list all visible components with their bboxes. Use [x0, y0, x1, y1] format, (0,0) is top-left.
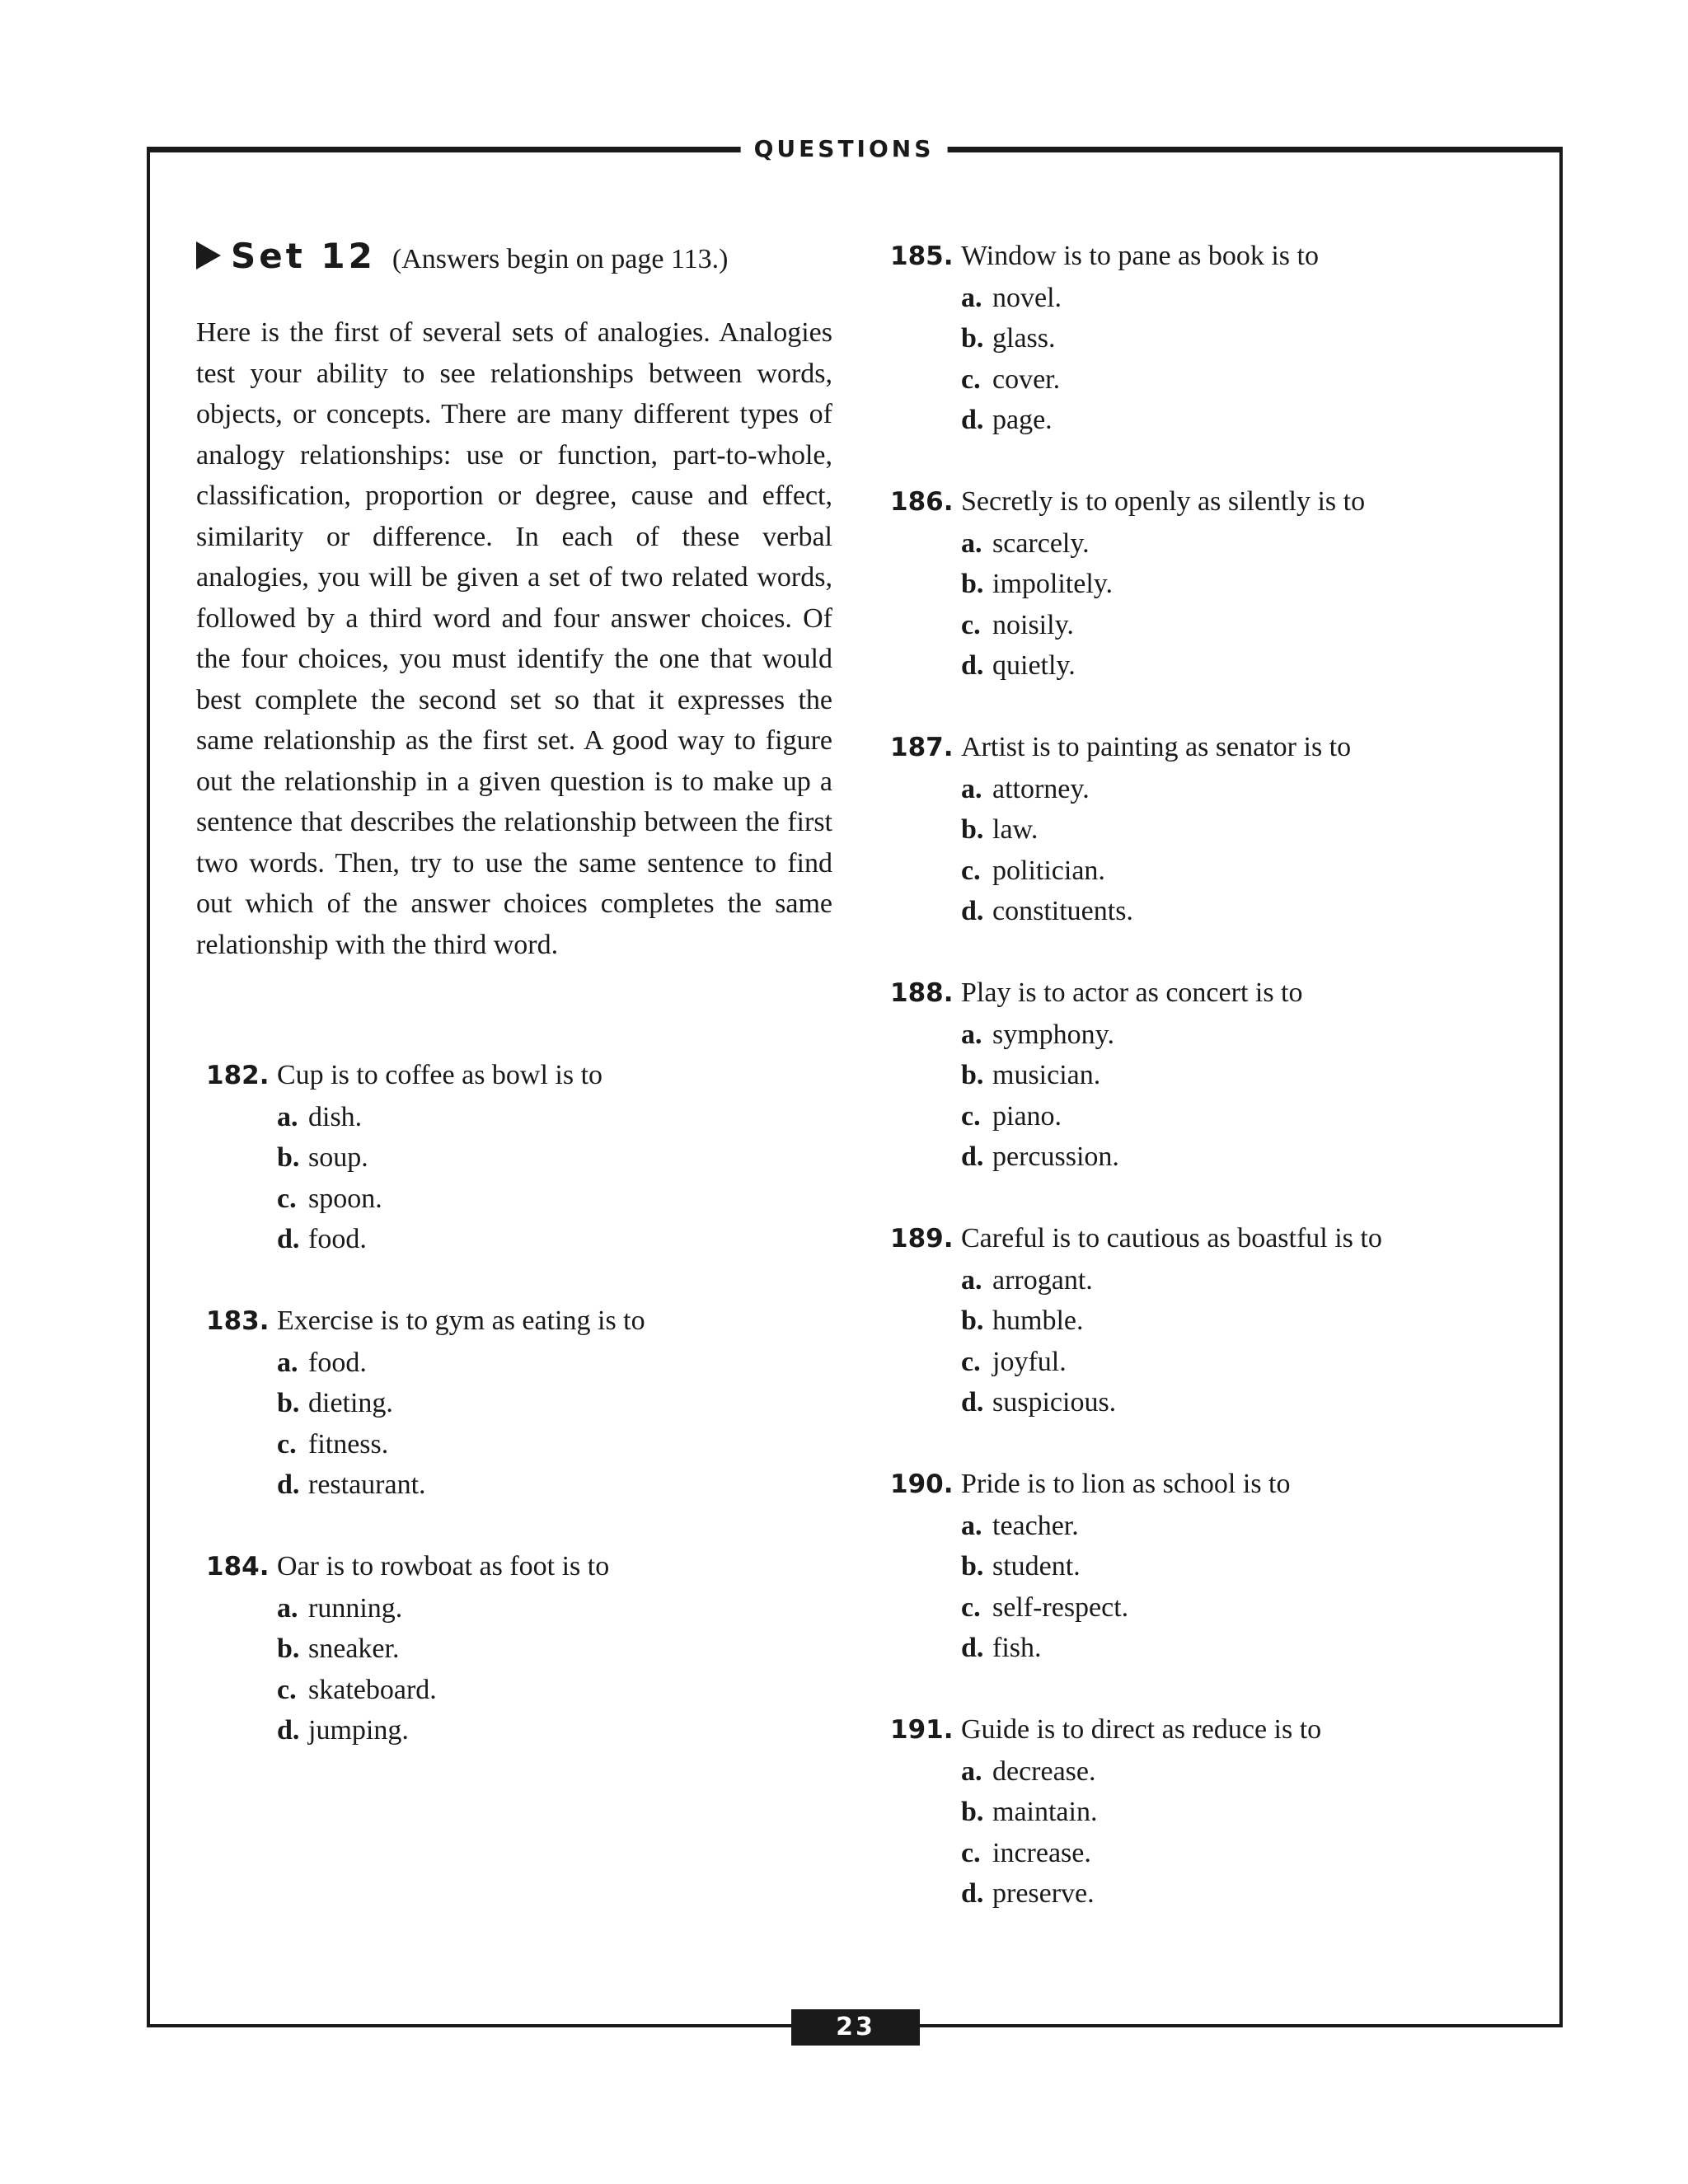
- choice-text: sneaker.: [308, 1633, 400, 1664]
- answer-choice: [890, 1506, 1533, 1547]
- question-stem: Play is to actor as concert is to: [961, 977, 1303, 1008]
- answer-choice: [890, 1137, 1533, 1178]
- question-stem: Careful is to cautious as boastful is to: [961, 1223, 1382, 1254]
- choice-letter: c.: [277, 1183, 297, 1214]
- question-number: 183.: [206, 1306, 270, 1336]
- answer-choice: [890, 769, 1533, 810]
- answer-choice: [890, 605, 1533, 646]
- choice-text: symphony.: [992, 1019, 1114, 1050]
- choice-text: soup.: [308, 1142, 368, 1173]
- choice-text: cover.: [992, 363, 1061, 395]
- answer-choice: [206, 1219, 832, 1260]
- choice-letter: d.: [961, 650, 984, 681]
- choice-letter: c.: [961, 855, 981, 886]
- choice-text: food.: [308, 1347, 367, 1378]
- choice-letter: c.: [961, 363, 981, 395]
- choice-text: percussion.: [992, 1141, 1119, 1172]
- answer-choice: [890, 278, 1533, 319]
- choice-text: suspicious.: [992, 1387, 1117, 1418]
- question-number: 184.: [206, 1552, 270, 1582]
- answer-choice: [890, 1301, 1533, 1342]
- answer-choice: [890, 645, 1533, 687]
- answer-choice: [890, 1873, 1533, 1915]
- answer-choice: [206, 1588, 832, 1629]
- answer-choice: [890, 359, 1533, 401]
- answer-choice: [890, 1751, 1533, 1793]
- section-header: QUESTIONS: [741, 134, 948, 164]
- choice-letter: a.: [277, 1592, 298, 1624]
- answer-choice: [890, 318, 1533, 359]
- choice-letter: b.: [277, 1633, 300, 1664]
- choice-letter: d.: [961, 1633, 984, 1663]
- choice-letter: c.: [961, 1591, 981, 1623]
- choice-text: jumping.: [308, 1715, 409, 1746]
- choice-letter: c.: [961, 1100, 981, 1132]
- answer-choice: [890, 564, 1533, 605]
- question-number: 191.: [890, 1715, 954, 1745]
- choice-text: arrogant.: [992, 1264, 1093, 1296]
- answer-choice: [890, 1096, 1533, 1137]
- answer-choice: [206, 1710, 832, 1751]
- choice-letter: c.: [961, 609, 981, 640]
- page-number: 23: [791, 2009, 920, 2046]
- set-title: Set 12: [231, 236, 376, 276]
- choice-text: joyful.: [992, 1346, 1067, 1377]
- choice-text: restaurant.: [308, 1469, 426, 1500]
- choice-letter: b.: [961, 1551, 984, 1582]
- choice-text: novel.: [992, 282, 1062, 313]
- choice-letter: b.: [961, 1305, 984, 1336]
- question: [890, 727, 1533, 932]
- question-number: 185.: [890, 241, 954, 271]
- question-stem: Window is to pane as book is to: [961, 241, 1319, 271]
- left-question-list: [206, 1055, 832, 1751]
- choice-text: preserve.: [992, 1878, 1095, 1909]
- answer-choice: [890, 1792, 1533, 1833]
- answer-choice: [890, 1587, 1533, 1629]
- answer-choice: [206, 1424, 832, 1465]
- choice-text: maintain.: [992, 1797, 1098, 1827]
- choice-letter: d.: [961, 896, 984, 926]
- choice-letter: a.: [961, 1019, 982, 1050]
- choice-text: law.: [992, 814, 1039, 845]
- answer-choice: [890, 1260, 1533, 1301]
- question: [206, 1546, 832, 1751]
- choice-letter: b.: [961, 323, 984, 354]
- triangle-arrow-icon: [196, 241, 221, 269]
- answer-choice: [206, 1343, 832, 1384]
- answer-choice: [206, 1097, 832, 1138]
- question-stem: Cup is to coffee as bowl is to: [277, 1060, 603, 1090]
- question: [206, 1055, 832, 1260]
- choice-text: fitness.: [308, 1428, 389, 1460]
- choice-letter: a.: [277, 1101, 298, 1132]
- answer-choice: [890, 400, 1533, 441]
- choice-letter: a.: [961, 527, 982, 559]
- question-stem: Pride is to lion as school is to: [961, 1469, 1291, 1499]
- choice-letter: a.: [961, 1510, 982, 1541]
- choice-text: decrease.: [992, 1755, 1096, 1787]
- answer-choice: [890, 809, 1533, 851]
- question: [890, 236, 1533, 441]
- answer-choice: [890, 1055, 1533, 1096]
- choice-letter: a.: [961, 1755, 982, 1787]
- intro-paragraph: Here is the first of several sets of analogies. Analogies test your ability to see relationships between words, objects, or concepts. There are many different types of analogy relationships: use or function, part-to-whole, classification, proportion or degree, cause and effect, similarity or difference. In each of these verbal analogies, you will be given a set of two related words, followed by a third word and four answer choices. Of the four choices, you must identify the one that would best complete the second set so that it expresses the same relationship as the first set. A good way to figure out the relationship in a given question is to make up a sentence that describes the relationship between the first two words. Then, try to use the same sentence to find out which of the answer choices completes the same relationship with the third word.: [196, 317, 832, 960]
- choice-text: musician.: [992, 1060, 1101, 1090]
- answer-choice: [206, 1383, 832, 1424]
- choice-letter: d.: [961, 1387, 984, 1418]
- answer-choice: [890, 523, 1533, 565]
- question: [890, 1218, 1533, 1423]
- choice-text: dish.: [308, 1101, 363, 1132]
- question: [890, 481, 1533, 687]
- answer-choice: [206, 1137, 832, 1179]
- question-stem: Artist is to painting as senator is to: [961, 732, 1352, 762]
- answer-choice: [890, 1342, 1533, 1383]
- choice-letter: d.: [277, 1224, 300, 1254]
- choice-text: impolitely.: [992, 569, 1114, 599]
- choice-text: food.: [308, 1224, 367, 1254]
- choice-letter: b.: [277, 1142, 300, 1173]
- choice-text: dieting.: [308, 1388, 393, 1418]
- choice-text: scarcely.: [992, 527, 1090, 559]
- answer-choice: [890, 1833, 1533, 1874]
- choice-text: noisily.: [992, 609, 1074, 640]
- set-answers-note: (Answers begin on page 113.): [392, 244, 729, 274]
- question-number: 190.: [890, 1469, 954, 1499]
- left-column: [196, 236, 832, 965]
- choice-letter: c.: [277, 1428, 297, 1460]
- question: [890, 972, 1533, 1178]
- choice-text: running.: [308, 1592, 403, 1624]
- choice-text: attorney.: [992, 773, 1090, 804]
- choice-letter: a.: [961, 282, 982, 313]
- answer-choice: [206, 1670, 832, 1711]
- choice-text: teacher.: [992, 1510, 1079, 1541]
- choice-text: humble.: [992, 1305, 1084, 1336]
- choice-text: increase.: [992, 1837, 1091, 1868]
- choice-letter: a.: [277, 1347, 298, 1378]
- choice-text: piano.: [992, 1100, 1062, 1132]
- choice-text: self-respect.: [992, 1591, 1129, 1623]
- choice-letter: b.: [961, 1797, 984, 1827]
- choice-letter: c.: [277, 1674, 297, 1705]
- answer-choice: [206, 1465, 832, 1506]
- question-number: 188.: [890, 978, 954, 1008]
- set-heading: [196, 236, 832, 276]
- question-stem: Guide is to direct as reduce is to: [961, 1714, 1322, 1745]
- choice-letter: b.: [277, 1388, 300, 1418]
- choice-letter: d.: [961, 1141, 984, 1172]
- choice-letter: a.: [961, 1264, 982, 1296]
- question-stem: Oar is to rowboat as foot is to: [277, 1551, 610, 1582]
- answer-choice: [890, 1546, 1533, 1587]
- answer-choice: [206, 1629, 832, 1670]
- choice-text: fish.: [992, 1633, 1042, 1663]
- choice-letter: a.: [961, 773, 982, 804]
- choice-text: constituents.: [992, 896, 1133, 926]
- question: [890, 1464, 1533, 1669]
- choice-letter: b.: [961, 1060, 984, 1090]
- choice-letter: b.: [961, 814, 984, 845]
- answer-choice: [206, 1179, 832, 1220]
- choice-text: spoon.: [308, 1183, 382, 1214]
- choice-letter: c.: [961, 1837, 981, 1868]
- choice-text: student.: [992, 1551, 1081, 1582]
- question-number: 189.: [890, 1224, 954, 1254]
- answer-choice: [890, 1382, 1533, 1423]
- choice-text: skateboard.: [308, 1674, 437, 1705]
- answer-choice: [890, 851, 1533, 892]
- answer-choice: [890, 1015, 1533, 1056]
- choice-text: page.: [992, 405, 1053, 435]
- choice-letter: d.: [961, 405, 984, 435]
- choice-text: quietly.: [992, 650, 1076, 681]
- answer-choice: [890, 1628, 1533, 1669]
- question: [206, 1301, 832, 1506]
- right-question-list: [890, 236, 1533, 1915]
- question-number: 182.: [206, 1061, 270, 1090]
- question-number: 186.: [890, 487, 954, 517]
- answer-choice: [890, 891, 1533, 932]
- choice-letter: d.: [277, 1715, 300, 1746]
- choice-text: politician.: [992, 855, 1105, 886]
- choice-letter: d.: [961, 1878, 984, 1909]
- question-stem: Secretly is to openly as silently is to: [961, 486, 1366, 517]
- choice-letter: b.: [961, 569, 984, 599]
- question-stem: Exercise is to gym as eating is to: [277, 1305, 645, 1336]
- choice-text: glass.: [992, 323, 1056, 354]
- question: [890, 1709, 1533, 1915]
- choice-letter: d.: [277, 1469, 300, 1500]
- choice-letter: c.: [961, 1346, 981, 1377]
- question-number: 187.: [890, 733, 954, 762]
